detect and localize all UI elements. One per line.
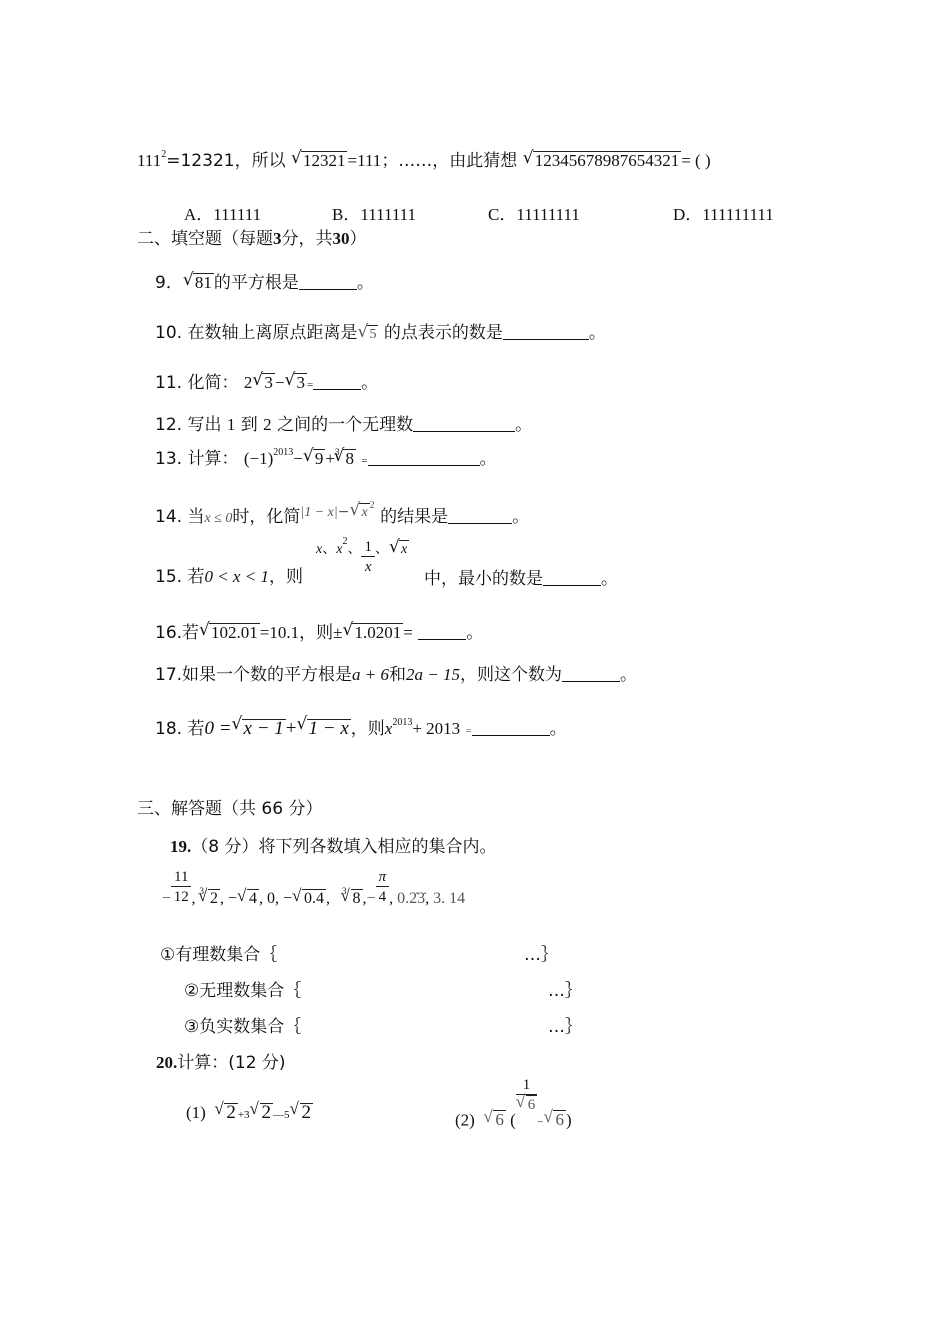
q20-p2-sqrt-2: √ 6 <box>543 1110 566 1130</box>
q8-lead: 111 <box>137 151 162 170</box>
q20-stem: 20.计算：(12 分) <box>156 1053 286 1073</box>
q11-sqrt-2: √ 3 <box>284 373 307 393</box>
q8-eq2: =111 <box>347 151 382 170</box>
q20-p1-sqrt-2: √ 2 <box>250 1102 274 1124</box>
q20-part2: (2) √ 6 ( 1 √ 6 $_-$√ 6 ) <box>455 1076 572 1130</box>
q19-numbers: − $\frac{11}{12}$ , $^3$√ 2 , −√ 4 , 0, −√ 0.4 , $^3$√ 8 ,− $\frac{\pi}{4}$ , 0.2̇3̇, 3. 14 <box>162 868 465 908</box>
q9: 9．√ 81 的平方根是 。 <box>155 268 374 293</box>
q9-number: 9． <box>155 273 183 293</box>
q9-answer-blank[interactable] <box>299 289 357 290</box>
q11: 11. 化简： 2√ 3 −√ 3 = 。 <box>155 368 378 393</box>
q19-cbrt-8: √ 8 <box>341 889 363 908</box>
q14-sqrt: √ x <box>349 503 369 522</box>
q8-sqrt-2: √ 12345678987654321 <box>523 151 682 171</box>
q19-sqrt-4: √ 4 <box>237 889 259 908</box>
q13-sqrt: √ 9 <box>303 449 326 469</box>
q18-sqrt-1: √ x − 1 <box>232 717 286 739</box>
section3-title: 三、解答题（共 66 分） <box>137 799 323 819</box>
q19-sqrt-0.4: √ 0.4 <box>292 889 326 908</box>
q8-option-a: A．111111 <box>184 205 262 224</box>
q19-set-irrational: ②无理数集合｛ <box>184 981 302 1001</box>
q10-answer-blank[interactable] <box>503 339 589 340</box>
q10: 10. 在数轴上离原点距离是√ 5 的点表示的数是 。 <box>155 318 606 344</box>
q11-answer-blank[interactable] <box>313 389 361 390</box>
q20-p1-sqrt-1: √ 2 <box>214 1102 238 1124</box>
q18: 18. 若0 =√ x − 1 +√ 1 − x ，则$x^{2013}+ 2013$ = 。 <box>155 714 567 740</box>
q13-cbrt: √ 8 <box>333 449 356 469</box>
q8-option-d: D．111111111 <box>673 205 774 224</box>
q20-p2-sqrt: √ 6 <box>483 1110 506 1130</box>
q8-mid: ；……，由此猜想 <box>381 151 518 171</box>
q16: 16.若√ 102.01 =10.1，则±√ 1.0201 = 。 <box>155 618 483 643</box>
q8-lead-exponent: 2 <box>161 149 167 160</box>
q18-sqrt-2: √ 1 − x <box>297 717 351 739</box>
q17-answer-blank[interactable] <box>562 681 620 682</box>
q16-sqrt-1: √ 102.01 <box>199 623 260 643</box>
q15-answer-blank[interactable] <box>543 585 601 586</box>
q14: 14. 当x ≤ 0时，化简$^{|1 - x|-}$√ x $^2$ 的结果是 。 <box>155 500 529 527</box>
q8-option-c: C．11111111 <box>488 205 580 224</box>
q8-tail: = ( ) <box>681 151 711 170</box>
q10-sqrt: √ 5 <box>357 325 378 344</box>
q19-set-irrational-end: …｝ <box>548 981 582 1001</box>
q15-sqrt: √ x <box>389 540 409 559</box>
q19-set-rational-input[interactable] <box>300 940 510 960</box>
q14-answer-blank[interactable] <box>448 523 512 524</box>
q19-fraction-1: $\frac{11}{12}$ <box>171 868 191 907</box>
q20-p1-sqrt-3: √ 2 <box>290 1102 314 1124</box>
q18-answer-blank[interactable] <box>472 735 550 736</box>
q19-stem: 19.（8 分）将下列各数填入相应的集合内。 <box>170 837 497 857</box>
q13-answer-blank[interactable] <box>368 465 480 466</box>
q19-set-negative: ③负实数集合｛ <box>184 1017 302 1037</box>
q20-part1: (1) √ 2 +3√ 2 —5√ 2 <box>186 1102 313 1124</box>
q19-fraction-pi: $\frac{\pi}{4}$ <box>376 868 390 907</box>
section2-title: 二、填空题（每题3分，共30） <box>137 229 367 249</box>
q15: 15. 若0 < x < 1，则 <box>155 567 303 587</box>
q15-tail: 中，最小的数是 。 <box>424 569 618 589</box>
q19-set-negative-end: …｝ <box>548 1017 582 1037</box>
q19-set-rational-end: …｝ <box>524 945 558 965</box>
q8-sqrt-1: √ 12321 <box>291 151 348 171</box>
q17: 17.如果一个数的平方根是a + 6和2a − 15，则这个数为 。 <box>155 665 638 685</box>
q12-answer-blank[interactable] <box>413 431 515 432</box>
q20-p2-fraction: 1 √ 6 <box>516 1076 538 1115</box>
q19-set-rational: ①有理数集合｛ <box>160 945 278 965</box>
q11-sqrt-1: √ 3 <box>252 373 275 393</box>
q8-eq1: =12321，所以 <box>166 151 286 171</box>
q20-p2-den-sqrt: √ 6 <box>516 1095 538 1115</box>
q13: 13. 计算： $(-1)^{2013}-√$ 9 +$^3$√ 8 = 。 <box>155 444 497 469</box>
q15-candidates: x、$x^2$、 $\frac{1}{x}$ 、√ x <box>316 536 409 577</box>
q8-stem <box>137 146 711 171</box>
q12: 12. 写出 1 到 2 之间的一个无理数 。 <box>155 415 533 435</box>
q16-answer-blank[interactable] <box>418 639 466 640</box>
q9-sqrt: √ 81 <box>183 273 214 293</box>
q15-fraction: $\frac{1}{x}$ <box>361 538 375 577</box>
q8-option-b: B．1111111 <box>332 205 417 224</box>
q16-sqrt-2: √ 1.0201 <box>342 623 403 643</box>
q19-cbrt-2: √ 2 <box>198 889 220 908</box>
